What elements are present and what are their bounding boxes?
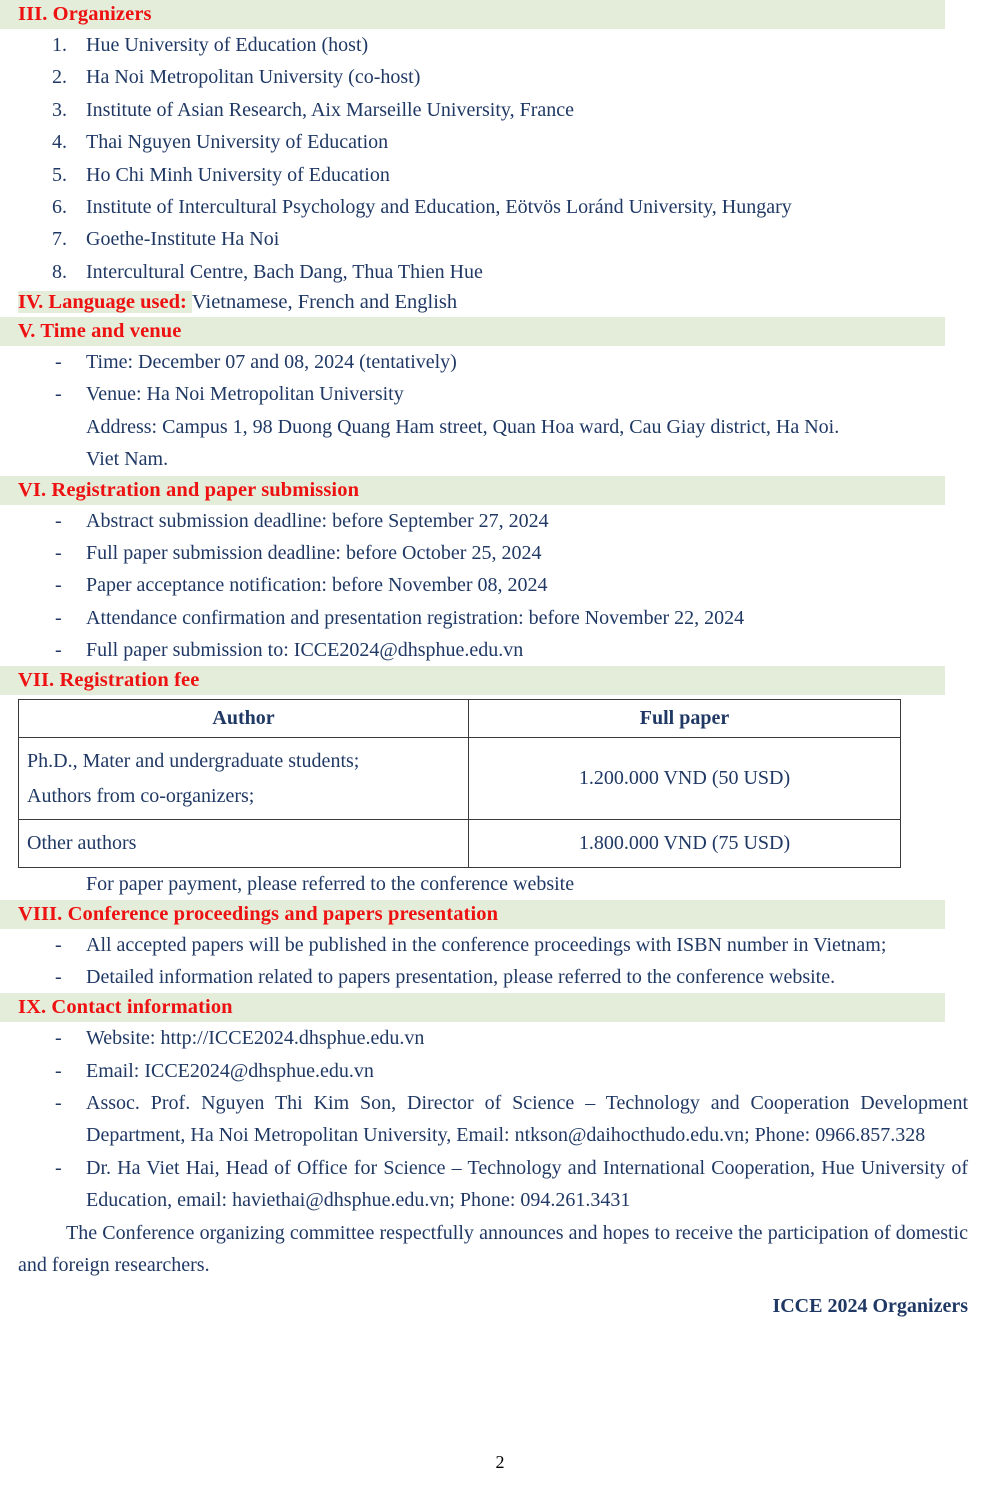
section-heading-proceedings-label: VIII. Conference proceedings and papers presentation	[18, 902, 499, 925]
list-item-label: Full paper submission deadline: before October 25, 2024	[86, 541, 542, 564]
list-item-label: Ha Noi Metropolitan University (co-host)	[86, 66, 421, 89]
list-item-label: Detailed information related to papers presentation, please referred to the conference website.	[86, 965, 836, 988]
closing-signature: ICCE 2024 Organizers	[772, 1294, 968, 1317]
section-heading-organizers	[0, 0, 945, 29]
section-heading-language	[0, 288, 945, 317]
section-heading-organizers-label: III. Organizers	[18, 3, 152, 25]
contact-person-secondary: Dr. Ha Viet Hai, Head of Office for Science – Technology and International Cooperation, Hue University of Education, email: haviethai@dhsphue.edu.vn; Phone: 094.261.3431	[86, 1156, 968, 1212]
list-item	[0, 223, 1000, 255]
list-item-label: All accepted papers will be published in the conference proceedings with ISBN number in Vietnam;	[86, 933, 887, 956]
fee-payment-note: For paper payment, please referred to the conference website	[86, 872, 575, 895]
list-item-label: Attendance confirmation and presentation registration: before November 22, 2024	[86, 606, 745, 629]
list-item-label: Hue University of Education (host)	[86, 33, 369, 56]
author-category-line-1: Ph.D., Mater and undergraduate students;	[27, 750, 360, 773]
list-marker: -	[55, 965, 62, 988]
list-item	[0, 378, 1000, 475]
page-number: 2	[495, 1452, 505, 1472]
list-item	[0, 94, 1000, 126]
list-item	[0, 1022, 1000, 1054]
contact-email: Email: ICCE2024@dhsphue.edu.vn	[86, 1059, 374, 1082]
list-item-label: Institute of Asian Research, Aix Marseille University, France	[86, 98, 575, 121]
list-item-label: Institute of Intercultural Psychology and Education, Eötvös Loránd University, Hungary	[86, 195, 792, 218]
list-item	[0, 929, 1000, 961]
language-value: Vietnamese, French and English	[191, 291, 458, 314]
list-marker: -	[55, 1027, 62, 1050]
section-heading-fee	[0, 666, 945, 695]
closing-paragraph: The Conference organizing committee respectfully announces and hopes to receive the participation of domestic and foreign researchers.	[18, 1221, 968, 1276]
list-marker: -	[55, 639, 62, 662]
section-heading-registration-label: VI. Registration and paper submission	[18, 478, 360, 501]
list-marker: -	[55, 509, 62, 532]
contact-website: Website: http://ICCE2024.dhsphue.edu.vn	[86, 1027, 425, 1050]
list-marker: -	[55, 933, 62, 956]
list-item	[0, 634, 1000, 666]
column-header-full-paper: Full paper	[469, 700, 901, 738]
list-item	[0, 1152, 1000, 1217]
list-marker: 6.	[52, 195, 67, 218]
cell-author-category	[19, 738, 469, 820]
list-item-label: Ho Chi Minh University of Education	[86, 163, 390, 186]
contact-list	[0, 1022, 1000, 1216]
table-row	[19, 738, 901, 820]
list-item	[0, 505, 1000, 537]
list-marker: -	[55, 350, 62, 373]
list-marker: -	[55, 1059, 62, 1082]
time-venue-list	[0, 346, 1000, 476]
section-heading-language-label: IV. Language used:	[18, 291, 187, 314]
list-item	[0, 159, 1000, 191]
list-item	[0, 961, 1000, 993]
list-marker: -	[55, 1156, 62, 1179]
list-item	[0, 1087, 1000, 1152]
section-heading-fee-label: VII. Registration fee	[18, 669, 200, 692]
list-item	[0, 537, 1000, 569]
list-item-label: Abstract submission deadline: before September 27, 2024	[86, 509, 549, 532]
author-category-line-2: Authors from co-organizers;	[27, 784, 255, 807]
list-item-label: Thai Nguyen University of Education	[86, 131, 389, 154]
registration-list	[0, 505, 1000, 667]
list-item	[0, 191, 1000, 223]
list-marker: 1.	[52, 33, 67, 56]
section-heading-contact	[0, 993, 945, 1022]
list-marker: 5.	[52, 163, 67, 186]
list-item-label: Full paper submission to: ICCE2024@dhsphue.edu.vn	[86, 639, 524, 662]
list-marker: 4.	[52, 131, 67, 154]
list-item	[0, 346, 1000, 378]
list-marker: -	[55, 574, 62, 597]
proceedings-list	[0, 929, 1000, 994]
list-item	[0, 29, 1000, 61]
list-marker: 2.	[52, 66, 67, 89]
section-heading-registration	[0, 476, 945, 505]
list-marker: -	[55, 383, 62, 406]
list-item	[0, 1055, 1000, 1087]
list-marker: 7.	[52, 228, 67, 251]
list-item	[0, 569, 1000, 601]
section-heading-time-venue-label: V. Time and venue	[18, 320, 182, 343]
organizers-list	[0, 29, 1000, 288]
list-item-label: Time: December 07 and 08, 2024 (tentatively)	[86, 350, 457, 373]
cell-author-category: Other authors	[19, 820, 469, 867]
contact-person-primary: Assoc. Prof. Nguyen Thi Kim Son, Director of Science – Technology and Cooperation Development Department, Ha Noi Metropolitan University, Email: ntkson@daihocthudo.edu.vn; Phone: 0966.857.328	[86, 1092, 968, 1147]
list-item	[0, 602, 1000, 634]
registration-fee-table	[18, 699, 901, 867]
section-heading-time-venue	[0, 317, 945, 346]
list-item	[0, 61, 1000, 93]
venue-address-line-1: Address: Campus 1, 98 Duong Quang Ham street, Quan Hoa ward, Cau Giay district, Ha Noi.	[86, 415, 840, 438]
section-heading-proceedings	[0, 900, 945, 929]
list-marker: 3.	[52, 98, 67, 121]
list-marker: -	[55, 541, 62, 564]
column-header-author: Author	[19, 700, 469, 738]
venue-address-line-2: Viet Nam.	[86, 448, 169, 471]
table-row	[19, 820, 901, 867]
list-item	[0, 126, 1000, 158]
list-item-label: Intercultural Centre, Bach Dang, Thua Thien Hue	[86, 260, 483, 283]
list-marker: 8.	[52, 260, 67, 283]
venue-name: Venue: Ha Noi Metropolitan University	[86, 383, 404, 406]
section-heading-contact-label: IX. Contact information	[18, 996, 233, 1019]
list-item-label: Paper acceptance notification: before November 08, 2024	[86, 574, 548, 597]
table-header-row	[19, 700, 901, 738]
cell-fee-amount: 1.800.000 VND (75 USD)	[469, 820, 901, 867]
list-item-label: Goethe-Institute Ha Noi	[86, 228, 280, 251]
list-marker: -	[55, 606, 62, 629]
cell-fee-amount: 1.200.000 VND (50 USD)	[469, 738, 901, 820]
list-item	[0, 256, 1000, 288]
list-marker: -	[55, 1092, 62, 1115]
